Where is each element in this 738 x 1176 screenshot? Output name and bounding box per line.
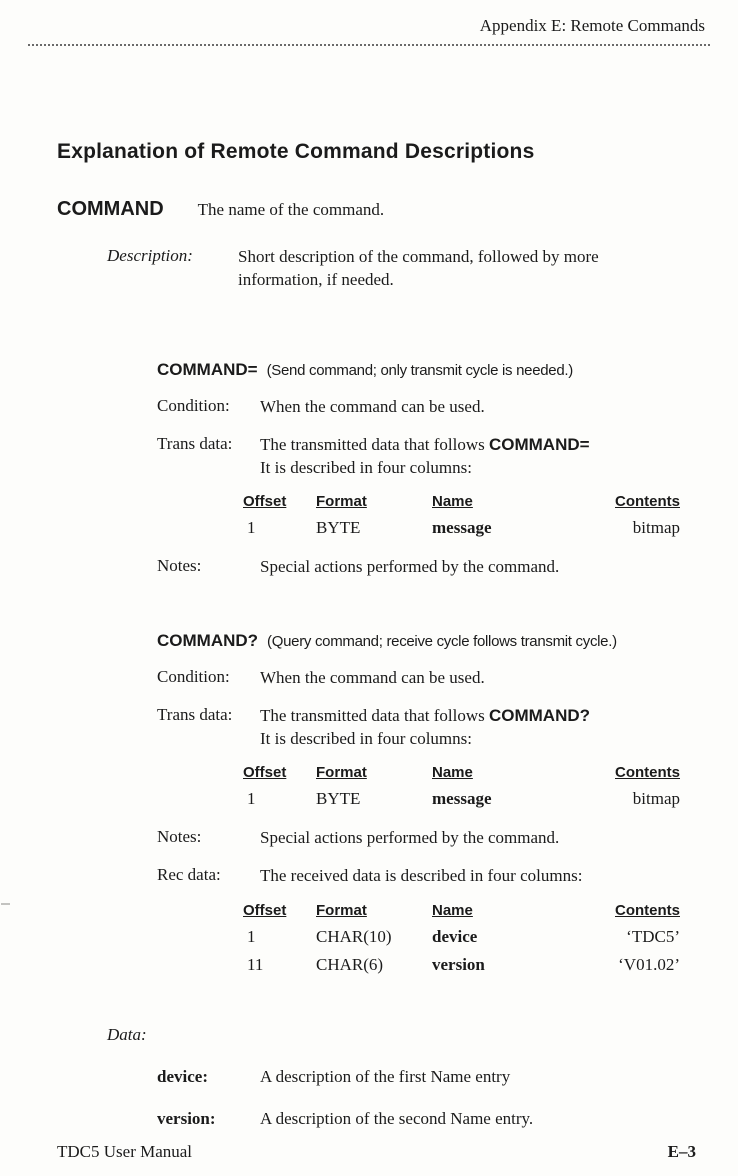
col-offset: Offset <box>243 763 287 781</box>
data-entry-term: version: <box>157 1108 216 1128</box>
table-header-row <box>243 764 680 781</box>
col-offset: Offset <box>243 493 287 511</box>
description-label: Description: <box>107 246 193 265</box>
cell-format: CHAR(10) <box>316 926 392 946</box>
notes-text: Special actions performed by the command. <box>260 557 560 577</box>
query-rec-table <box>243 902 680 975</box>
cell-offset: 1 <box>247 518 256 538</box>
col-contents: Contents <box>615 901 680 919</box>
transdata-label: Trans data: <box>157 434 233 454</box>
transdata-text-before: The transmitted data that follows <box>260 706 489 726</box>
data-section <box>107 1025 678 1129</box>
page-footer <box>57 1142 696 1162</box>
running-header-text: Appendix E: Remote Commands <box>479 16 705 35</box>
col-offset: Offset <box>243 901 287 919</box>
table-row <box>243 955 680 975</box>
command-definition-line <box>57 198 678 221</box>
cell-name: version <box>432 954 485 974</box>
query-recdata-row <box>157 865 678 887</box>
cell-name: device <box>432 926 478 946</box>
send-heading-note: (Send command; only transmit cycle is needed.) <box>266 361 573 379</box>
col-contents: Contents <box>615 493 680 511</box>
transdata-text-line2: It is described in four columns: <box>260 457 472 477</box>
description-text: Short description of the command, followed by more information, if needed. <box>238 247 599 289</box>
col-name: Name <box>432 763 473 781</box>
table-row <box>243 927 680 947</box>
query-notes-row <box>157 827 678 849</box>
condition-text: When the command can be used. <box>260 396 485 416</box>
table-header-row <box>243 902 680 919</box>
col-format: Format <box>316 901 367 919</box>
data-entry-device <box>157 1067 678 1087</box>
col-format: Format <box>316 763 367 781</box>
cell-offset: 1 <box>247 926 256 946</box>
transdata-text <box>260 434 678 479</box>
transdata-command-ref: COMMAND? <box>488 706 591 726</box>
cell-contents: bitmap <box>632 518 680 538</box>
data-entry-text: A description of the second Name entry. <box>260 1108 534 1128</box>
cell-format: CHAR(6) <box>316 954 384 974</box>
cell-offset: 1 <box>247 788 256 808</box>
header-rule <box>28 44 710 46</box>
transdata-text <box>260 705 678 750</box>
description-row <box>107 246 678 292</box>
col-name: Name <box>432 493 473 511</box>
running-header <box>0 0 738 42</box>
table-header-row <box>243 493 680 510</box>
page-title: Explanation of Remote Command Descriptions <box>57 140 535 163</box>
condition-label: Condition: <box>157 395 230 415</box>
notes-label: Notes: <box>157 556 202 576</box>
query-trans-table <box>243 764 680 809</box>
cell-contents: bitmap <box>632 788 680 808</box>
send-heading <box>157 360 678 380</box>
query-heading-command: COMMAND? <box>157 630 259 650</box>
transdata-command-ref: COMMAND= <box>488 435 590 455</box>
notes-label: Notes: <box>157 826 202 846</box>
send-condition-row <box>157 396 678 418</box>
cell-format: BYTE <box>316 788 361 808</box>
transdata-label: Trans data: <box>157 705 233 725</box>
data-entry-version <box>157 1109 678 1129</box>
notes-text: Special actions performed by the command. <box>260 827 560 847</box>
page-number: E–3 <box>667 1142 696 1161</box>
send-transdata-row <box>157 434 678 479</box>
cell-contents: ‘TDC5’ <box>626 926 680 946</box>
query-condition-row <box>157 667 678 689</box>
command-definition: The name of the command. <box>197 200 385 219</box>
table-row <box>243 789 680 809</box>
cell-name: message <box>432 518 492 538</box>
footer-manual-name: TDC5 User Manual <box>57 1142 193 1161</box>
send-command-block <box>157 360 678 975</box>
query-heading <box>157 631 678 651</box>
recdata-text: The received data is described in four columns: <box>260 866 583 886</box>
scan-artifact <box>1 903 10 905</box>
query-heading-note: (Query command; receive cycle follows transmit cycle.) <box>267 632 617 650</box>
recdata-label: Rec data: <box>157 865 221 885</box>
col-name: Name <box>432 901 473 919</box>
page-content <box>0 140 738 1129</box>
send-notes-row <box>157 556 678 578</box>
col-format: Format <box>316 493 367 511</box>
command-term: COMMAND <box>57 198 164 220</box>
data-entry-term: device: <box>157 1066 208 1086</box>
condition-text: When the command can be used. <box>260 667 485 687</box>
send-trans-table <box>243 493 680 538</box>
data-section-label: Data: <box>107 1024 147 1044</box>
table-row <box>243 518 680 538</box>
cell-name: message <box>432 788 492 808</box>
transdata-text-before: The transmitted data that follows <box>260 435 489 455</box>
transdata-text-line2: It is described in four columns: <box>260 728 472 748</box>
cell-contents: ‘V01.02’ <box>618 954 680 974</box>
col-contents: Contents <box>615 763 680 781</box>
cell-offset: 11 <box>247 954 264 974</box>
send-heading-command: COMMAND= <box>157 359 258 379</box>
cell-format: BYTE <box>316 518 361 538</box>
condition-label: Condition: <box>157 666 230 686</box>
query-transdata-row <box>157 705 678 750</box>
data-entry-text: A description of the first Name entry <box>260 1066 511 1086</box>
